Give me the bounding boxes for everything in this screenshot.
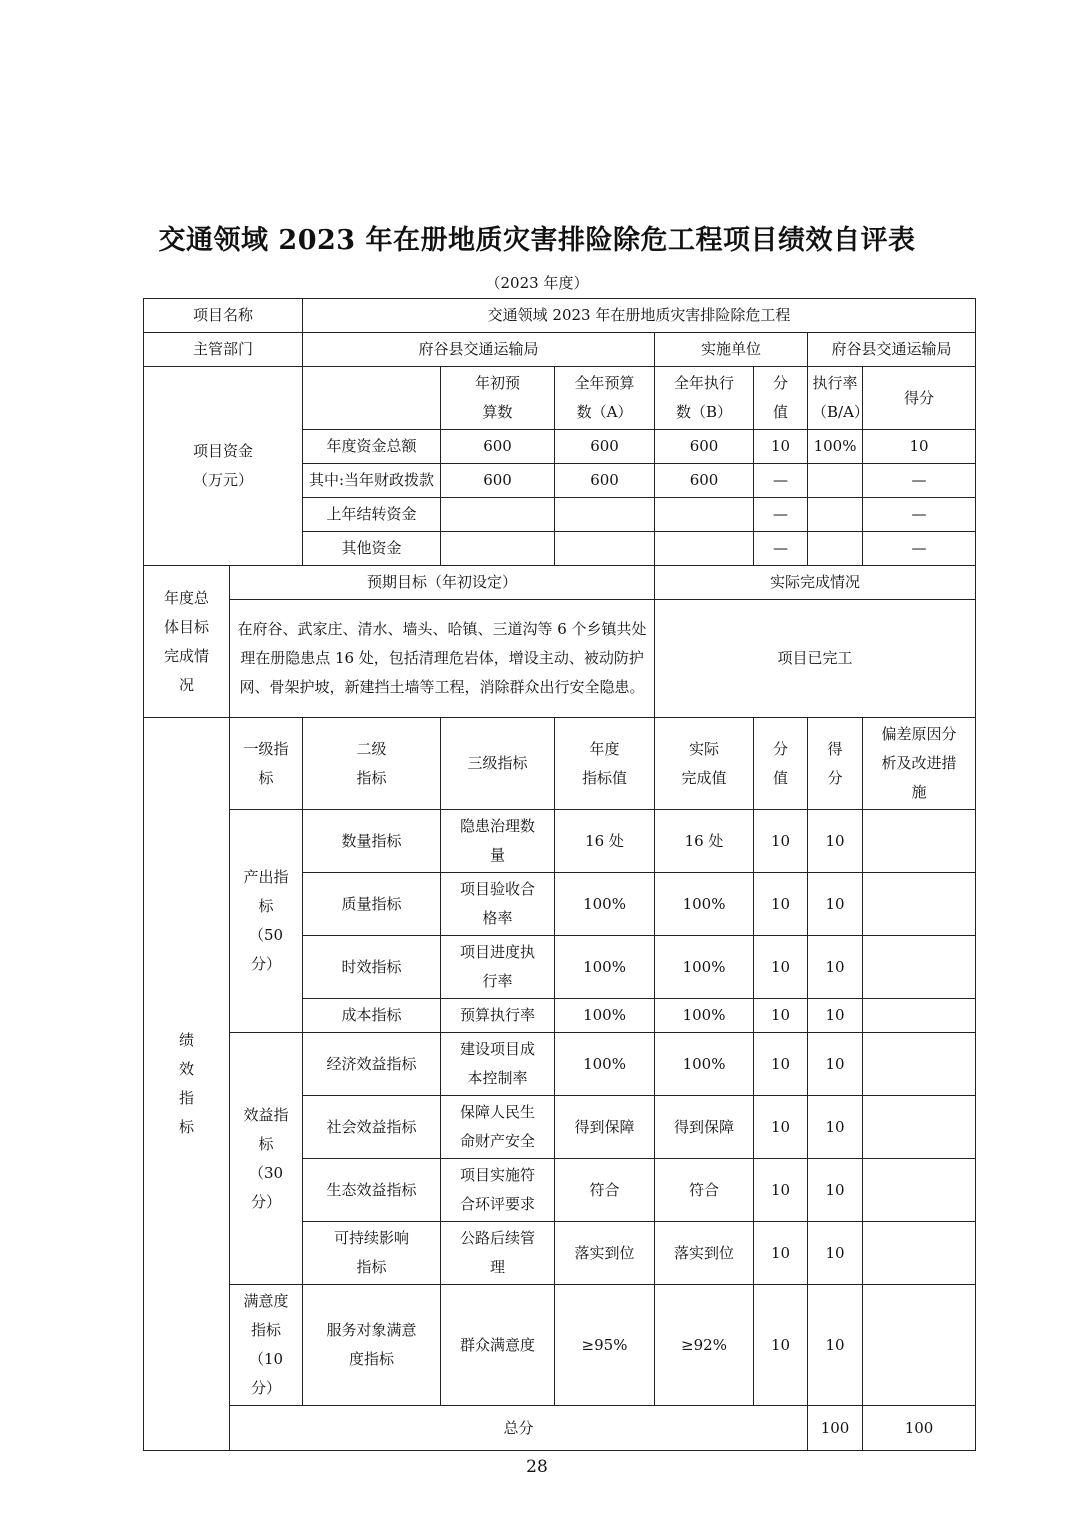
funds-corner-cell <box>303 367 441 430</box>
expected-goal-text: 在府谷、武家庄、清水、墙头、哈镇、三道沟等 6 个乡镇共处理在册隐患点 16 处，包括清理危岩体，增设主动、被动防护网、骨架护坡，新建挡土墙等工程，消除群众出行安全隐患。 <box>230 600 655 718</box>
indicator-level3: 预算执行率 <box>441 999 555 1033</box>
page-number: 28 <box>526 1457 548 1477</box>
indicator-level3: 建设项目成 本控制率 <box>441 1033 555 1096</box>
funds-row-score-value: — <box>754 532 808 566</box>
expected-goal-header: 预期目标（年初设定） <box>230 566 655 600</box>
funds-row-executed: 600 <box>655 464 754 498</box>
funds-row-budget <box>555 532 655 566</box>
indicator-actual: 符合 <box>655 1159 754 1222</box>
indicator-score-value: 10 <box>754 936 808 999</box>
page-title: 交通领域 2023 年在册地质灾害排险除危工程项目绩效自评表 <box>158 225 916 256</box>
indicator-target: 100% <box>555 999 655 1033</box>
project-name-value: 交通领域 2023 年在册地质灾害排险除危工程 <box>303 299 976 333</box>
indicator-level2: 可持续影响 指标 <box>303 1222 441 1285</box>
funds-row-rate <box>808 464 863 498</box>
funds-row-rate <box>808 532 863 566</box>
group-output-name: 产出指 标 （50 分） <box>230 810 303 1033</box>
group-benefit-name: 效益指 标 （30 分） <box>230 1033 303 1285</box>
indicator-score-value: 10 <box>754 1096 808 1159</box>
indicator-level3: 保障人民生 命财产安全 <box>441 1096 555 1159</box>
funds-row-budget: 600 <box>555 430 655 464</box>
header-level1: 一级指 标 <box>230 718 303 810</box>
indicator-level3: 项目进度执 行率 <box>441 936 555 999</box>
indicator-score-value: 10 <box>754 999 808 1033</box>
indicator-level2: 时效指标 <box>303 936 441 999</box>
indicator-deviation <box>863 1159 976 1222</box>
total-label: 总分 <box>230 1406 808 1451</box>
funds-header-executed: 全年执行 数（B） <box>655 367 754 430</box>
indicator-deviation <box>863 1285 976 1406</box>
indicator-actual: 落实到位 <box>655 1222 754 1285</box>
funds-row-initial <box>441 532 555 566</box>
indicator-level2: 生态效益指标 <box>303 1159 441 1222</box>
indicator-score: 10 <box>808 1222 863 1285</box>
funds-row-executed <box>655 532 754 566</box>
indicator-score: 10 <box>808 1285 863 1406</box>
total-score: 100 <box>863 1406 976 1451</box>
header-deviation: 偏差原因分 析及改进措 施 <box>863 718 976 810</box>
indicator-row <box>144 810 976 873</box>
indicator-score: 10 <box>808 999 863 1033</box>
header-score-value: 分 值 <box>754 718 808 810</box>
indicator-score-value: 10 <box>754 1033 808 1096</box>
indicator-score-value: 10 <box>754 873 808 936</box>
indicator-actual: 100% <box>655 873 754 936</box>
funds-header-score-value: 分 值 <box>754 367 808 430</box>
funds-row-score: 10 <box>863 430 976 464</box>
funds-row-score-value: — <box>754 464 808 498</box>
indicator-target: ≥95% <box>555 1285 655 1406</box>
indicator-target: 100% <box>555 1033 655 1096</box>
indicator-actual: 得到保障 <box>655 1096 754 1159</box>
indicator-actual: 100% <box>655 936 754 999</box>
indicator-target: 100% <box>555 936 655 999</box>
indicator-score: 10 <box>808 873 863 936</box>
indicator-deviation <box>863 1222 976 1285</box>
funds-row-score: — <box>863 498 976 532</box>
implementing-unit-value: 府谷县交通运输局 <box>808 333 976 367</box>
funds-row-score-value: — <box>754 498 808 532</box>
indicator-score: 10 <box>808 1096 863 1159</box>
indicator-deviation <box>863 1033 976 1096</box>
funds-row-initial: 600 <box>441 464 555 498</box>
indicator-level2: 社会效益指标 <box>303 1096 441 1159</box>
indicator-score-value: 10 <box>754 810 808 873</box>
indicator-level2: 质量指标 <box>303 873 441 936</box>
indicator-row <box>144 1285 976 1406</box>
actual-completion-header: 实际完成情况 <box>655 566 976 600</box>
indicator-deviation <box>863 1096 976 1159</box>
funds-row-score: — <box>863 464 976 498</box>
funds-header-score: 得分 <box>863 367 976 430</box>
indicator-score-value: 10 <box>754 1222 808 1285</box>
funds-row-score-value: 10 <box>754 430 808 464</box>
funds-header-budget: 全年预算 数（A） <box>555 367 655 430</box>
indicator-level2: 成本指标 <box>303 999 441 1033</box>
indicator-row <box>144 1033 976 1096</box>
header-score: 得 分 <box>808 718 863 810</box>
total-score-value: 100 <box>808 1406 863 1451</box>
indicator-level2: 经济效益指标 <box>303 1033 441 1096</box>
indicator-score: 10 <box>808 1159 863 1222</box>
group-satisfaction-name: 满意度 指标 （10 分） <box>230 1285 303 1406</box>
indicator-actual: 100% <box>655 1033 754 1096</box>
indicator-level3: 公路后续管 理 <box>441 1222 555 1285</box>
indicator-score-value: 10 <box>754 1159 808 1222</box>
funds-row-initial: 600 <box>441 430 555 464</box>
funds-row-executed: 600 <box>655 430 754 464</box>
funds-row-name: 年度资金总额 <box>303 430 441 464</box>
indicator-target: 100% <box>555 873 655 936</box>
funds-header-rate: 执行率 （B/A） <box>808 367 863 430</box>
project-name-label: 项目名称 <box>144 299 303 333</box>
implementing-unit-label: 实施单位 <box>655 333 808 367</box>
indicator-actual: 16 处 <box>655 810 754 873</box>
funds-row-budget: 600 <box>555 464 655 498</box>
indicator-target: 符合 <box>555 1159 655 1222</box>
indicator-score-value: 10 <box>754 1285 808 1406</box>
indicator-level3: 群众满意度 <box>441 1285 555 1406</box>
funds-row-rate: 100% <box>808 430 863 464</box>
annual-goal-label: 年度总 体目标 完成情 况 <box>144 566 230 718</box>
indicator-level2: 数量指标 <box>303 810 441 873</box>
department-value: 府谷县交通运输局 <box>303 333 655 367</box>
indicator-actual: ≥92% <box>655 1285 754 1406</box>
indicator-deviation <box>863 873 976 936</box>
funds-row-executed <box>655 498 754 532</box>
indicator-deviation <box>863 936 976 999</box>
department-label: 主管部门 <box>144 333 303 367</box>
indicator-score: 10 <box>808 1033 863 1096</box>
header-target: 年度 指标值 <box>555 718 655 810</box>
indicator-score: 10 <box>808 936 863 999</box>
indicator-target: 16 处 <box>555 810 655 873</box>
funds-row-rate <box>808 498 863 532</box>
funds-row-name: 其中:当年财政拨款 <box>303 464 441 498</box>
indicator-level3: 项目实施符 合环评要求 <box>441 1159 555 1222</box>
indicator-target: 得到保障 <box>555 1096 655 1159</box>
funds-label: 项目资金 （万元） <box>144 367 303 566</box>
performance-label: 绩 效 指 标 <box>144 718 230 1451</box>
funds-header-initial: 年初预 算数 <box>441 367 555 430</box>
page-subtitle: （2023 年度） <box>485 274 589 292</box>
indicator-level3: 隐患治理数 量 <box>441 810 555 873</box>
self-evaluation-table <box>143 298 976 1451</box>
indicator-deviation <box>863 810 976 873</box>
actual-completion-text: 项目已完工 <box>655 600 976 718</box>
funds-row-initial <box>441 498 555 532</box>
indicator-actual: 100% <box>655 999 754 1033</box>
funds-row-name: 上年结转资金 <box>303 498 441 532</box>
funds-row-score: — <box>863 532 976 566</box>
indicator-level2: 服务对象满意 度指标 <box>303 1285 441 1406</box>
indicator-level3: 项目验收合 格率 <box>441 873 555 936</box>
header-actual: 实际 完成值 <box>655 718 754 810</box>
header-level3: 三级指标 <box>441 718 555 810</box>
funds-row-name: 其他资金 <box>303 532 441 566</box>
indicator-target: 落实到位 <box>555 1222 655 1285</box>
indicator-deviation <box>863 999 976 1033</box>
indicator-score: 10 <box>808 810 863 873</box>
funds-row-budget <box>555 498 655 532</box>
header-level2: 二级 指标 <box>303 718 441 810</box>
